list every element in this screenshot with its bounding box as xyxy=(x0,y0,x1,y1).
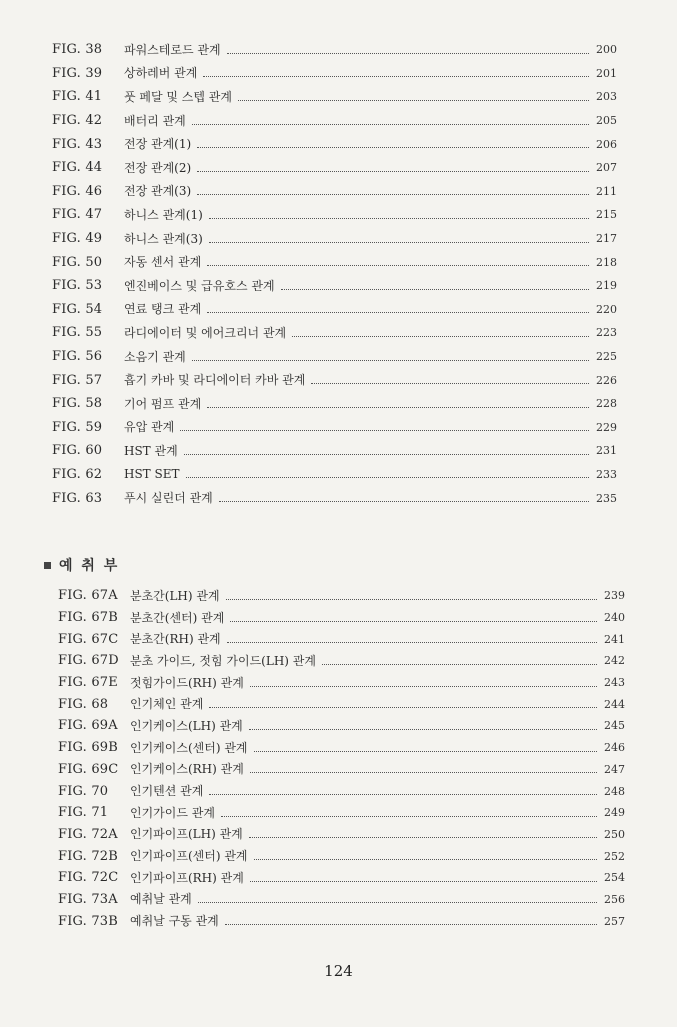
section-heading-text: 예 취 부 xyxy=(59,558,120,574)
figure-number: FIG. 41 xyxy=(52,89,103,105)
entry-page-number: 247 xyxy=(604,762,625,776)
entry-page-number: 220 xyxy=(596,302,617,316)
toc-entry xyxy=(58,607,625,629)
entry-page-number: 205 xyxy=(596,114,617,128)
entry-title: 분초간(센터) 관계 xyxy=(130,610,225,625)
figure-number: FIG. 54 xyxy=(52,301,103,317)
entry-title: 전장 관계(3) xyxy=(124,184,192,199)
toc-entry xyxy=(52,250,617,274)
entry-page-number: 242 xyxy=(604,654,625,668)
dot-leader xyxy=(322,663,597,665)
entry-title: 인기파이프(센터) 관계 xyxy=(130,849,248,864)
dot-leader xyxy=(249,836,597,838)
entry-title: 라디에이터 및 에어크리너 관계 xyxy=(124,325,287,340)
toc-entry xyxy=(52,180,617,204)
figure-number: FIG. 69C xyxy=(58,761,119,777)
entry-page-number: 241 xyxy=(604,632,625,646)
dot-leader xyxy=(227,641,597,643)
entry-title: 배터리 관계 xyxy=(124,113,186,128)
toc-entry xyxy=(58,693,625,715)
entry-title: 파워스테로드 관계 xyxy=(124,42,221,57)
entry-title: 인기파이프(RH) 관계 xyxy=(130,870,244,885)
entry-title: 분초간(RH) 관계 xyxy=(130,632,221,647)
entry-page-number: 223 xyxy=(596,326,617,340)
dot-leader xyxy=(207,406,589,408)
entry-title: 자동 센서 관계 xyxy=(124,255,202,270)
entry-page-number: 201 xyxy=(596,66,617,80)
toc-entry xyxy=(58,802,625,824)
entry-title: HST 관계 xyxy=(124,443,178,458)
toc-entry xyxy=(52,109,617,133)
toc-entry xyxy=(52,156,617,180)
dot-leader xyxy=(207,311,589,313)
figure-number: FIG. 49 xyxy=(52,231,103,247)
toc-entry xyxy=(52,203,617,227)
toc-entry xyxy=(52,439,617,463)
figure-number: FIG. 57 xyxy=(52,372,103,388)
toc-entry xyxy=(52,298,617,322)
entry-title: 예취날 구동 관계 xyxy=(130,914,219,929)
toc-entry xyxy=(58,672,625,694)
figure-number: FIG. 72A xyxy=(58,826,118,842)
entry-page-number: 252 xyxy=(604,849,625,863)
page-number: 124 xyxy=(324,962,353,980)
entry-page-number: 211 xyxy=(596,184,617,198)
figure-number: FIG. 67A xyxy=(58,588,118,604)
dot-leader xyxy=(238,99,589,101)
toc-entry xyxy=(52,227,617,251)
toc-entry xyxy=(52,463,617,487)
entry-page-number: 215 xyxy=(596,208,617,222)
dot-leader xyxy=(226,598,597,600)
entry-page-number: 240 xyxy=(604,611,625,625)
figure-number: FIG. 59 xyxy=(52,419,103,435)
entry-title: 분초 가이드, 젓힘 가이드(LH) 관계 xyxy=(130,653,316,668)
toc-entry xyxy=(52,85,617,109)
figure-number: FIG. 71 xyxy=(58,805,109,821)
figure-number: FIG. 68 xyxy=(58,696,109,712)
entry-title: 인기케이스(센터) 관계 xyxy=(130,740,248,755)
toc-entry xyxy=(58,650,625,672)
entry-page-number: 219 xyxy=(596,279,617,293)
entry-page-number: 254 xyxy=(604,871,625,885)
entry-page-number: 226 xyxy=(596,373,617,387)
figure-number: FIG. 56 xyxy=(52,349,103,365)
entry-title: 인기파이프(LH) 관계 xyxy=(130,827,243,842)
entry-page-number: 248 xyxy=(604,784,625,798)
entry-title: 유압 관계 xyxy=(124,420,175,435)
toc-entry xyxy=(52,368,617,392)
entry-page-number: 256 xyxy=(604,892,625,906)
entry-page-number: 228 xyxy=(596,397,617,411)
entry-page-number: 229 xyxy=(596,420,617,434)
figure-number: FIG. 67B xyxy=(58,610,119,626)
toc-entry xyxy=(52,274,617,298)
dot-leader xyxy=(197,146,589,148)
dot-leader xyxy=(227,52,589,54)
entry-page-number: 217 xyxy=(596,232,617,246)
figure-number: FIG. 67E xyxy=(58,675,118,691)
figure-number: FIG. 43 xyxy=(52,136,103,152)
figure-number: FIG. 73A xyxy=(58,891,118,907)
toc-entry xyxy=(58,628,625,650)
entry-title: HST SET xyxy=(124,467,180,482)
dot-leader xyxy=(192,359,589,361)
figure-number: FIG. 69A xyxy=(58,718,118,734)
entry-page-number: 231 xyxy=(596,444,617,458)
toc-entry xyxy=(52,486,617,510)
entry-title: 상하레버 관계 xyxy=(124,66,198,81)
dot-leader xyxy=(281,288,589,290)
entry-page-number: 235 xyxy=(596,491,617,505)
entry-title: 인기가이드 관계 xyxy=(130,805,215,820)
dot-leader xyxy=(209,241,589,243)
entry-title: 하니스 관계(3) xyxy=(124,231,203,246)
entry-page-number: 233 xyxy=(596,467,617,481)
entry-page-number: 207 xyxy=(596,161,617,175)
square-bullet-icon xyxy=(44,562,51,569)
figure-number: FIG. 44 xyxy=(52,160,103,176)
dot-leader xyxy=(197,170,589,172)
dot-leader xyxy=(209,706,597,708)
figure-number: FIG. 53 xyxy=(52,278,103,294)
entry-title: 풋 페달 및 스텝 관계 xyxy=(124,89,232,104)
toc-entry xyxy=(52,416,617,440)
entry-title: 인기케이스(RH) 관계 xyxy=(130,762,244,777)
dot-leader xyxy=(207,264,589,266)
entry-page-number: 218 xyxy=(596,255,617,269)
toc-entry xyxy=(58,889,625,911)
entry-page-number: 239 xyxy=(604,589,625,603)
dot-leader xyxy=(180,429,589,431)
toc-entry xyxy=(58,759,625,781)
dot-leader xyxy=(186,476,590,478)
entry-title: 인기체인 관계 xyxy=(130,697,204,712)
toc-entry xyxy=(58,867,625,889)
figure-number: FIG. 72B xyxy=(58,848,119,864)
toc-entry xyxy=(52,62,617,86)
toc-entry xyxy=(58,715,625,737)
figure-number: FIG. 55 xyxy=(52,325,103,341)
figure-number: FIG. 67C xyxy=(58,631,119,647)
figure-number: FIG. 58 xyxy=(52,396,103,412)
dot-leader xyxy=(197,193,589,195)
entry-title: 예취날 관계 xyxy=(130,892,192,907)
figure-number: FIG. 50 xyxy=(52,254,103,270)
toc-entry xyxy=(58,824,625,846)
figure-number: FIG. 62 xyxy=(52,466,103,482)
toc-list-section xyxy=(58,585,625,932)
dot-leader xyxy=(250,880,597,882)
entry-title: 전장 관계(1) xyxy=(124,137,192,152)
dot-leader xyxy=(311,382,589,384)
figure-number: FIG. 42 xyxy=(52,113,103,129)
entry-page-number: 225 xyxy=(596,350,617,364)
dot-leader xyxy=(203,75,589,77)
dot-leader xyxy=(192,123,589,125)
toc-entry xyxy=(52,321,617,345)
dot-leader xyxy=(292,335,589,337)
figure-number: FIG. 38 xyxy=(52,42,103,58)
dot-leader xyxy=(249,728,597,730)
entry-title: 분초간(LH) 관계 xyxy=(130,588,220,603)
toc-list-main xyxy=(52,38,617,510)
entry-page-number: 203 xyxy=(596,90,617,104)
toc-entry xyxy=(52,345,617,369)
entry-page-number: 200 xyxy=(596,43,617,57)
entry-page-number: 250 xyxy=(604,827,625,841)
dot-leader xyxy=(254,750,597,752)
figure-number: FIG. 70 xyxy=(58,783,109,799)
entry-page-number: 257 xyxy=(604,914,625,928)
dot-leader xyxy=(209,217,589,219)
dot-leader xyxy=(219,500,589,502)
figure-number: FIG. 60 xyxy=(52,443,103,459)
toc-entry xyxy=(52,38,617,62)
entry-title: 젓힘가이드(RH) 관계 xyxy=(130,675,244,690)
entry-title: 인기텐션 관계 xyxy=(130,784,204,799)
dot-leader xyxy=(230,620,597,622)
toc-entry xyxy=(58,737,625,759)
figure-number: FIG. 72C xyxy=(58,870,119,886)
toc-entry xyxy=(58,780,625,802)
dot-leader xyxy=(250,685,597,687)
entry-title: 소음기 관계 xyxy=(124,349,186,364)
entry-page-number: 246 xyxy=(604,741,625,755)
entry-page-number: 206 xyxy=(596,137,617,151)
figure-number: FIG. 73B xyxy=(58,913,119,929)
figure-number: FIG. 67D xyxy=(58,653,119,669)
dot-leader xyxy=(209,793,597,795)
toc-entry xyxy=(52,392,617,416)
dot-leader xyxy=(225,923,597,925)
figure-number: FIG. 69B xyxy=(58,740,119,756)
entry-page-number: 243 xyxy=(604,676,625,690)
dot-leader xyxy=(184,453,589,455)
entry-title: 기어 펌프 관계 xyxy=(124,396,202,411)
entry-title: 하니스 관계(1) xyxy=(124,207,203,222)
toc-entry xyxy=(58,910,625,932)
entry-title: 엔진베이스 및 급유호스 관계 xyxy=(124,278,275,293)
entry-title: 흡기 카바 및 라디에이터 카바 관계 xyxy=(124,373,306,388)
toc-entry xyxy=(52,132,617,156)
entry-title: 연료 탱크 관계 xyxy=(124,302,202,317)
entry-title: 푸시 실린더 관계 xyxy=(124,491,213,506)
figure-number: FIG. 63 xyxy=(52,490,103,506)
entry-page-number: 244 xyxy=(604,697,625,711)
section-heading xyxy=(44,555,119,575)
figure-number: FIG. 47 xyxy=(52,207,103,223)
dot-leader xyxy=(250,771,597,773)
dot-leader xyxy=(198,901,597,903)
toc-entry xyxy=(58,845,625,867)
entry-title: 인기케이스(LH) 관계 xyxy=(130,718,243,733)
entry-page-number: 249 xyxy=(604,806,625,820)
figure-number: FIG. 39 xyxy=(52,65,103,81)
dot-leader xyxy=(221,815,597,817)
toc-entry xyxy=(58,585,625,607)
dot-leader xyxy=(254,858,597,860)
entry-title: 전장 관계(2) xyxy=(124,160,192,175)
entry-page-number: 245 xyxy=(604,719,625,733)
figure-number: FIG. 46 xyxy=(52,183,103,199)
